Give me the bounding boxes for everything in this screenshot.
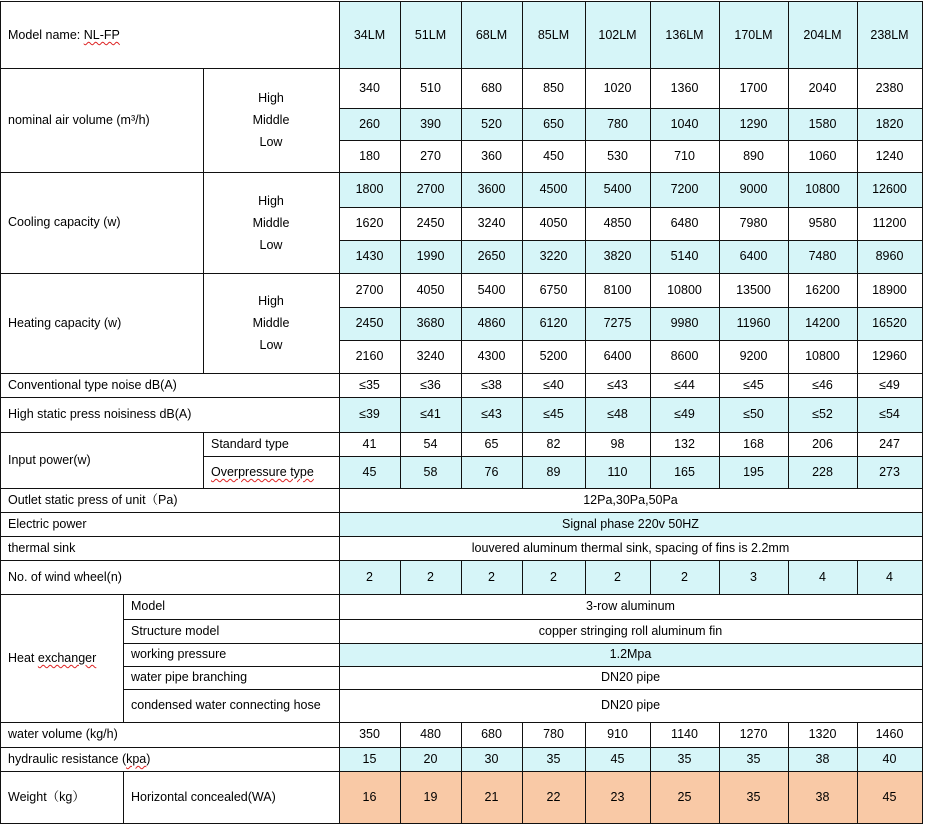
cooling-value-cell: 5140 [650, 240, 719, 273]
model-header-cell: 136LM [650, 2, 719, 68]
heating-value-cell: 10800 [805, 349, 840, 364]
speed-levels [203, 273, 339, 373]
air_volume-value-cell: 710 [674, 148, 695, 163]
noise-conventional-label: Conventional type noise dB(A) [8, 377, 177, 392]
cooling-value-cell: 1800 [339, 172, 400, 207]
heating-value-cell: 9200 [739, 349, 768, 364]
air_volume-value-cell: 2380 [875, 80, 904, 95]
noise-conventional-cell: ≤45 [743, 377, 764, 392]
noise-conventional-cell: ≤44 [674, 377, 695, 392]
wind-wheel-cell: 2 [585, 560, 650, 594]
speed-level-label: Middle [252, 316, 290, 330]
model-header-cell: 238LM [857, 2, 922, 68]
water-volume-cell: 350 [359, 727, 380, 742]
cooling-value-cell: 9000 [719, 172, 788, 207]
cooling-value-cell: 3600 [461, 172, 522, 207]
wind-wheel-cell: 2 [522, 560, 585, 594]
water-volume-cell: 1320 [808, 727, 837, 742]
heating-value-cell: 3680 [400, 307, 461, 340]
air_volume-value-cell: 1820 [857, 108, 922, 140]
air_volume-value-cell: 360 [481, 148, 502, 163]
wind-wheel-cell: 4 [788, 560, 857, 594]
noise-high-static-cell: ≤50 [719, 397, 788, 432]
wind-wheel-cell: 2 [650, 560, 719, 594]
air_volume-value-cell: 1290 [719, 108, 788, 140]
input-power-standard-cell: 54 [423, 436, 438, 451]
air_volume-value-cell: 260 [339, 108, 400, 140]
air_volume-value-cell: 1700 [739, 80, 768, 95]
heating-value-cell: 18900 [872, 282, 907, 297]
input-power-overpressure-cell: 110 [585, 456, 650, 488]
air_volume-value-cell: 780 [585, 108, 650, 140]
heating-value-cell: 2700 [355, 282, 384, 297]
air_volume-value-cell: 1580 [788, 108, 857, 140]
weight-label: Weight（kg） [8, 789, 85, 804]
air_volume-value-cell: 650 [522, 108, 585, 140]
hydraulic-cell: 35 [522, 747, 585, 771]
cooling-value-cell: 4500 [522, 172, 585, 207]
heating-value-cell: 16200 [805, 282, 840, 297]
cooling-value-cell: 7980 [739, 216, 768, 231]
heating-value-cell: 9980 [650, 307, 719, 340]
heat-exchanger-prefix: Heat [8, 650, 38, 665]
input-power-overpressure-cell: 195 [719, 456, 788, 488]
heating-value-cell: 16520 [857, 307, 922, 340]
noise-high-static-cell: ≤43 [461, 397, 522, 432]
model-label-code: NL-FP [83, 27, 120, 42]
noise-conventional-cell: ≤35 [359, 377, 380, 392]
cooling-label: Cooling capacity (w) [8, 215, 121, 230]
model-header-cell: 34LM [339, 2, 400, 68]
weight-cell: 23 [585, 771, 650, 823]
noise-conventional-cell: ≤46 [812, 377, 833, 392]
air_volume-value-cell: 180 [359, 148, 380, 163]
water-volume-cell: 1270 [739, 727, 768, 742]
heating-value-cell: 5200 [539, 349, 568, 364]
cooling-value-cell: 2650 [461, 240, 522, 273]
cooling-value-cell: 9580 [808, 216, 837, 231]
input-power-standard-cell: 82 [546, 436, 561, 451]
hydraulic-cell: 35 [650, 747, 719, 771]
noise-high-static-cell: ≤41 [400, 397, 461, 432]
weight-cell: 45 [857, 771, 922, 823]
cooling-value-cell: 10800 [788, 172, 857, 207]
noise-conventional-cell: ≤49 [879, 377, 900, 392]
cooling-value-cell: 2700 [400, 172, 461, 207]
air_volume-value-cell: 340 [359, 80, 380, 95]
water-volume-cell: 680 [481, 727, 502, 742]
water-volume-label: water volume (kg/h) [8, 727, 118, 742]
weight-cell: 16 [339, 771, 400, 823]
hydraulic-cell: 38 [788, 747, 857, 771]
model-header-cell: 85LM [522, 2, 585, 68]
electric-power-value: Signal phase 220v 50HZ [339, 512, 922, 536]
weight-cell: 19 [400, 771, 461, 823]
heating-value-cell: 13500 [736, 282, 771, 297]
cooling-value-cell: 6400 [719, 240, 788, 273]
outlet-static-label: Outlet static press of unit（Pa) [8, 492, 178, 507]
outlet-static-value: 12Pa,30Pa,50Pa [583, 492, 678, 507]
noise-high-static-cell: ≤48 [585, 397, 650, 432]
noise-high-static-cell: ≤54 [857, 397, 922, 432]
hydraulic-cell: 20 [400, 747, 461, 771]
input-power-standard-cell: 41 [362, 436, 377, 451]
heat-exchanger-row-value: copper stringing roll aluminum fin [538, 623, 723, 638]
cooling-value-cell: 4050 [539, 216, 568, 231]
weight-sublabel: Horizontal concealed(WA) [131, 789, 276, 804]
wind-wheel-cell: 2 [461, 560, 522, 594]
wind-wheel-cell: 4 [857, 560, 922, 594]
noise-conventional-cell: ≤38 [481, 377, 502, 392]
model-header-cell: 51LM [400, 2, 461, 68]
water-volume-cell: 910 [607, 727, 628, 742]
wind-wheel-label: No. of wind wheel(n) [8, 569, 122, 584]
heating-value-cell: 6750 [539, 282, 568, 297]
heating-value-cell: 4050 [416, 282, 445, 297]
speed-level-label: High [258, 193, 284, 208]
cooling-value-cell: 1990 [400, 240, 461, 273]
noise-high-static-label: High static press noisiness dB(A) [8, 407, 192, 422]
heating-value-cell: 14200 [788, 307, 857, 340]
heating-value-cell: 8600 [670, 349, 699, 364]
speed-level-label: High [258, 294, 284, 308]
noise-high-static-cell: ≤49 [650, 397, 719, 432]
speed-level-label: Low [259, 338, 283, 352]
cooling-value-cell: 3240 [477, 216, 506, 231]
heating-label: Heating capacity (w) [8, 315, 122, 330]
water-volume-cell: 1460 [875, 727, 904, 742]
heating-value-cell: 4300 [477, 349, 506, 364]
noise-conventional-cell: ≤43 [607, 377, 628, 392]
weight-cell: 21 [461, 771, 522, 823]
heating-value-cell: 11960 [719, 307, 788, 340]
hydraulic-cell: 40 [857, 747, 922, 771]
input-power-overpressure-cell: 76 [461, 456, 522, 488]
heating-value-cell: 3240 [416, 349, 445, 364]
model-header-cell: 102LM [585, 2, 650, 68]
air_volume-value-cell: 2040 [808, 80, 837, 95]
cooling-value-cell: 4850 [603, 216, 632, 231]
heating-value-cell: 6120 [522, 307, 585, 340]
heating-value-cell: 6400 [603, 349, 632, 364]
input-power-overpressure-cell: 58 [400, 456, 461, 488]
electric-power-label: Electric power [8, 516, 87, 531]
cooling-value-cell: 3820 [585, 240, 650, 273]
noise-high-static-cell: ≤45 [522, 397, 585, 432]
heat-exchanger-row-value: 1.2Mpa [339, 643, 922, 666]
heating-value-cell: 2450 [339, 307, 400, 340]
model-header-cell: 68LM [461, 2, 522, 68]
overpressure-type-label [203, 456, 339, 488]
cooling-value-cell: 6480 [670, 216, 699, 231]
input-power-overpressure-cell: 228 [788, 456, 857, 488]
model-header-cell: 204LM [788, 2, 857, 68]
heat-exchanger-row-label: working pressure [131, 647, 227, 662]
heat-exchanger-row-label: Structure model [131, 623, 220, 638]
noise-conventional-cell: ≤40 [543, 377, 564, 392]
heating-value-cell: 10800 [667, 282, 702, 297]
hydraulic-cell: 15 [339, 747, 400, 771]
speed-level-label: Low [259, 135, 283, 149]
heating-value-cell: 12960 [872, 349, 907, 364]
weight-cell: 22 [522, 771, 585, 823]
speed-levels [203, 68, 339, 172]
thermal-sink-label: thermal sink [8, 540, 76, 555]
hydraulic-cell: 35 [719, 747, 788, 771]
air_volume-value-cell: 1020 [603, 80, 632, 95]
heating-value-cell: 7275 [585, 307, 650, 340]
heat-exchanger-row-label: Model [131, 599, 166, 614]
speed-level-label: High [258, 91, 284, 105]
hydraulic-cell: 45 [585, 747, 650, 771]
heat-exchanger-row-value: DN20 pipe [600, 670, 661, 685]
heat-exchanger-row-value: DN20 pipe [600, 698, 661, 713]
cooling-value-cell: 7480 [788, 240, 857, 273]
cooling-value-cell: 12600 [857, 172, 922, 207]
air_volume-value-cell: 390 [400, 108, 461, 140]
heat-exchanger-row-label: condensed water connecting hose [131, 698, 321, 713]
air_volume-label: nominal air volume (m³/h) [8, 112, 150, 127]
speed-level-label: Low [259, 237, 283, 252]
weight-cell: 35 [719, 771, 788, 823]
water-volume-cell: 780 [543, 727, 564, 742]
hydraulic-unit: kpa [126, 751, 147, 766]
model-label-prefix: Model name: [8, 27, 84, 42]
speed-levels [203, 172, 339, 273]
water-volume-cell: 480 [420, 727, 441, 742]
air_volume-value-cell: 510 [420, 80, 441, 95]
wind-wheel-cell: 2 [400, 560, 461, 594]
water-volume-cell: 1140 [671, 727, 698, 742]
cooling-value-cell: 8960 [857, 240, 922, 273]
noise-conventional-cell: ≤36 [420, 377, 441, 392]
noise-high-static-cell: ≤39 [339, 397, 400, 432]
speed-level-label: Middle [252, 215, 290, 230]
input-power-overpressure-cell: 273 [857, 456, 922, 488]
hydraulic-resistance-label [0, 747, 339, 771]
noise-high-static-cell: ≤52 [788, 397, 857, 432]
air_volume-value-cell: 850 [543, 80, 564, 95]
thermal-sink-value: louvered aluminum thermal sink, spacing of fins is 2.2mm [471, 540, 790, 555]
weight-cell: 25 [650, 771, 719, 823]
input-power-standard-cell: 206 [812, 436, 833, 451]
air_volume-value-cell: 270 [420, 148, 441, 163]
cooling-value-cell: 1620 [355, 216, 384, 231]
hydraulic-suffix: ) [146, 751, 151, 766]
input-power-overpressure-cell: 89 [522, 456, 585, 488]
cooling-value-cell: 5400 [585, 172, 650, 207]
input-power-overpressure-cell: 45 [339, 456, 400, 488]
heat-exchanger-word: exchanger [37, 650, 97, 665]
air_volume-value-cell: 1040 [650, 108, 719, 140]
cooling-value-cell: 2450 [416, 216, 445, 231]
speed-level-label: Middle [252, 113, 290, 127]
heating-value-cell: 5400 [477, 282, 506, 297]
overpressure-type-text: Overpressure type [211, 464, 314, 479]
input-power-overpressure-cell: 165 [650, 456, 719, 488]
hydraulic-cell: 30 [461, 747, 522, 771]
input-power-standard-cell: 132 [674, 436, 695, 451]
standard-type-label: Standard type [211, 436, 289, 451]
input-power-standard-cell: 98 [610, 436, 625, 451]
cooling-value-cell: 1430 [339, 240, 400, 273]
heating-value-cell: 4860 [461, 307, 522, 340]
air_volume-value-cell: 520 [461, 108, 522, 140]
air_volume-value-cell: 680 [481, 80, 502, 95]
air_volume-value-cell: 890 [743, 148, 764, 163]
heating-value-cell: 2160 [355, 349, 384, 364]
model-header-cell: 170LM [719, 2, 788, 68]
wind-wheel-cell: 2 [339, 560, 400, 594]
cooling-value-cell: 7200 [650, 172, 719, 207]
cooling-value-cell: 3220 [522, 240, 585, 273]
input-power-label: Input power(w) [8, 452, 91, 467]
input-power-standard-cell: 247 [879, 436, 900, 451]
air_volume-value-cell: 1240 [875, 148, 904, 163]
hydraulic-prefix: hydraulic resistance ( [8, 751, 127, 766]
heat-exchanger-row-label: water pipe branching [131, 670, 248, 685]
air_volume-value-cell: 1360 [670, 80, 699, 95]
input-power-standard-cell: 65 [484, 436, 499, 451]
air_volume-value-cell: 450 [543, 148, 564, 163]
wind-wheel-cell: 3 [719, 560, 788, 594]
heat-exchanger-label [0, 594, 123, 722]
heating-value-cell: 8100 [603, 282, 632, 297]
model-name-label [0, 2, 339, 68]
air_volume-value-cell: 1060 [808, 148, 837, 163]
input-power-standard-cell: 168 [743, 436, 764, 451]
air_volume-value-cell: 530 [607, 148, 628, 163]
cooling-value-cell: 11200 [872, 216, 907, 231]
heat-exchanger-row-value: 3-row aluminum [586, 599, 675, 614]
weight-cell: 38 [788, 771, 857, 823]
